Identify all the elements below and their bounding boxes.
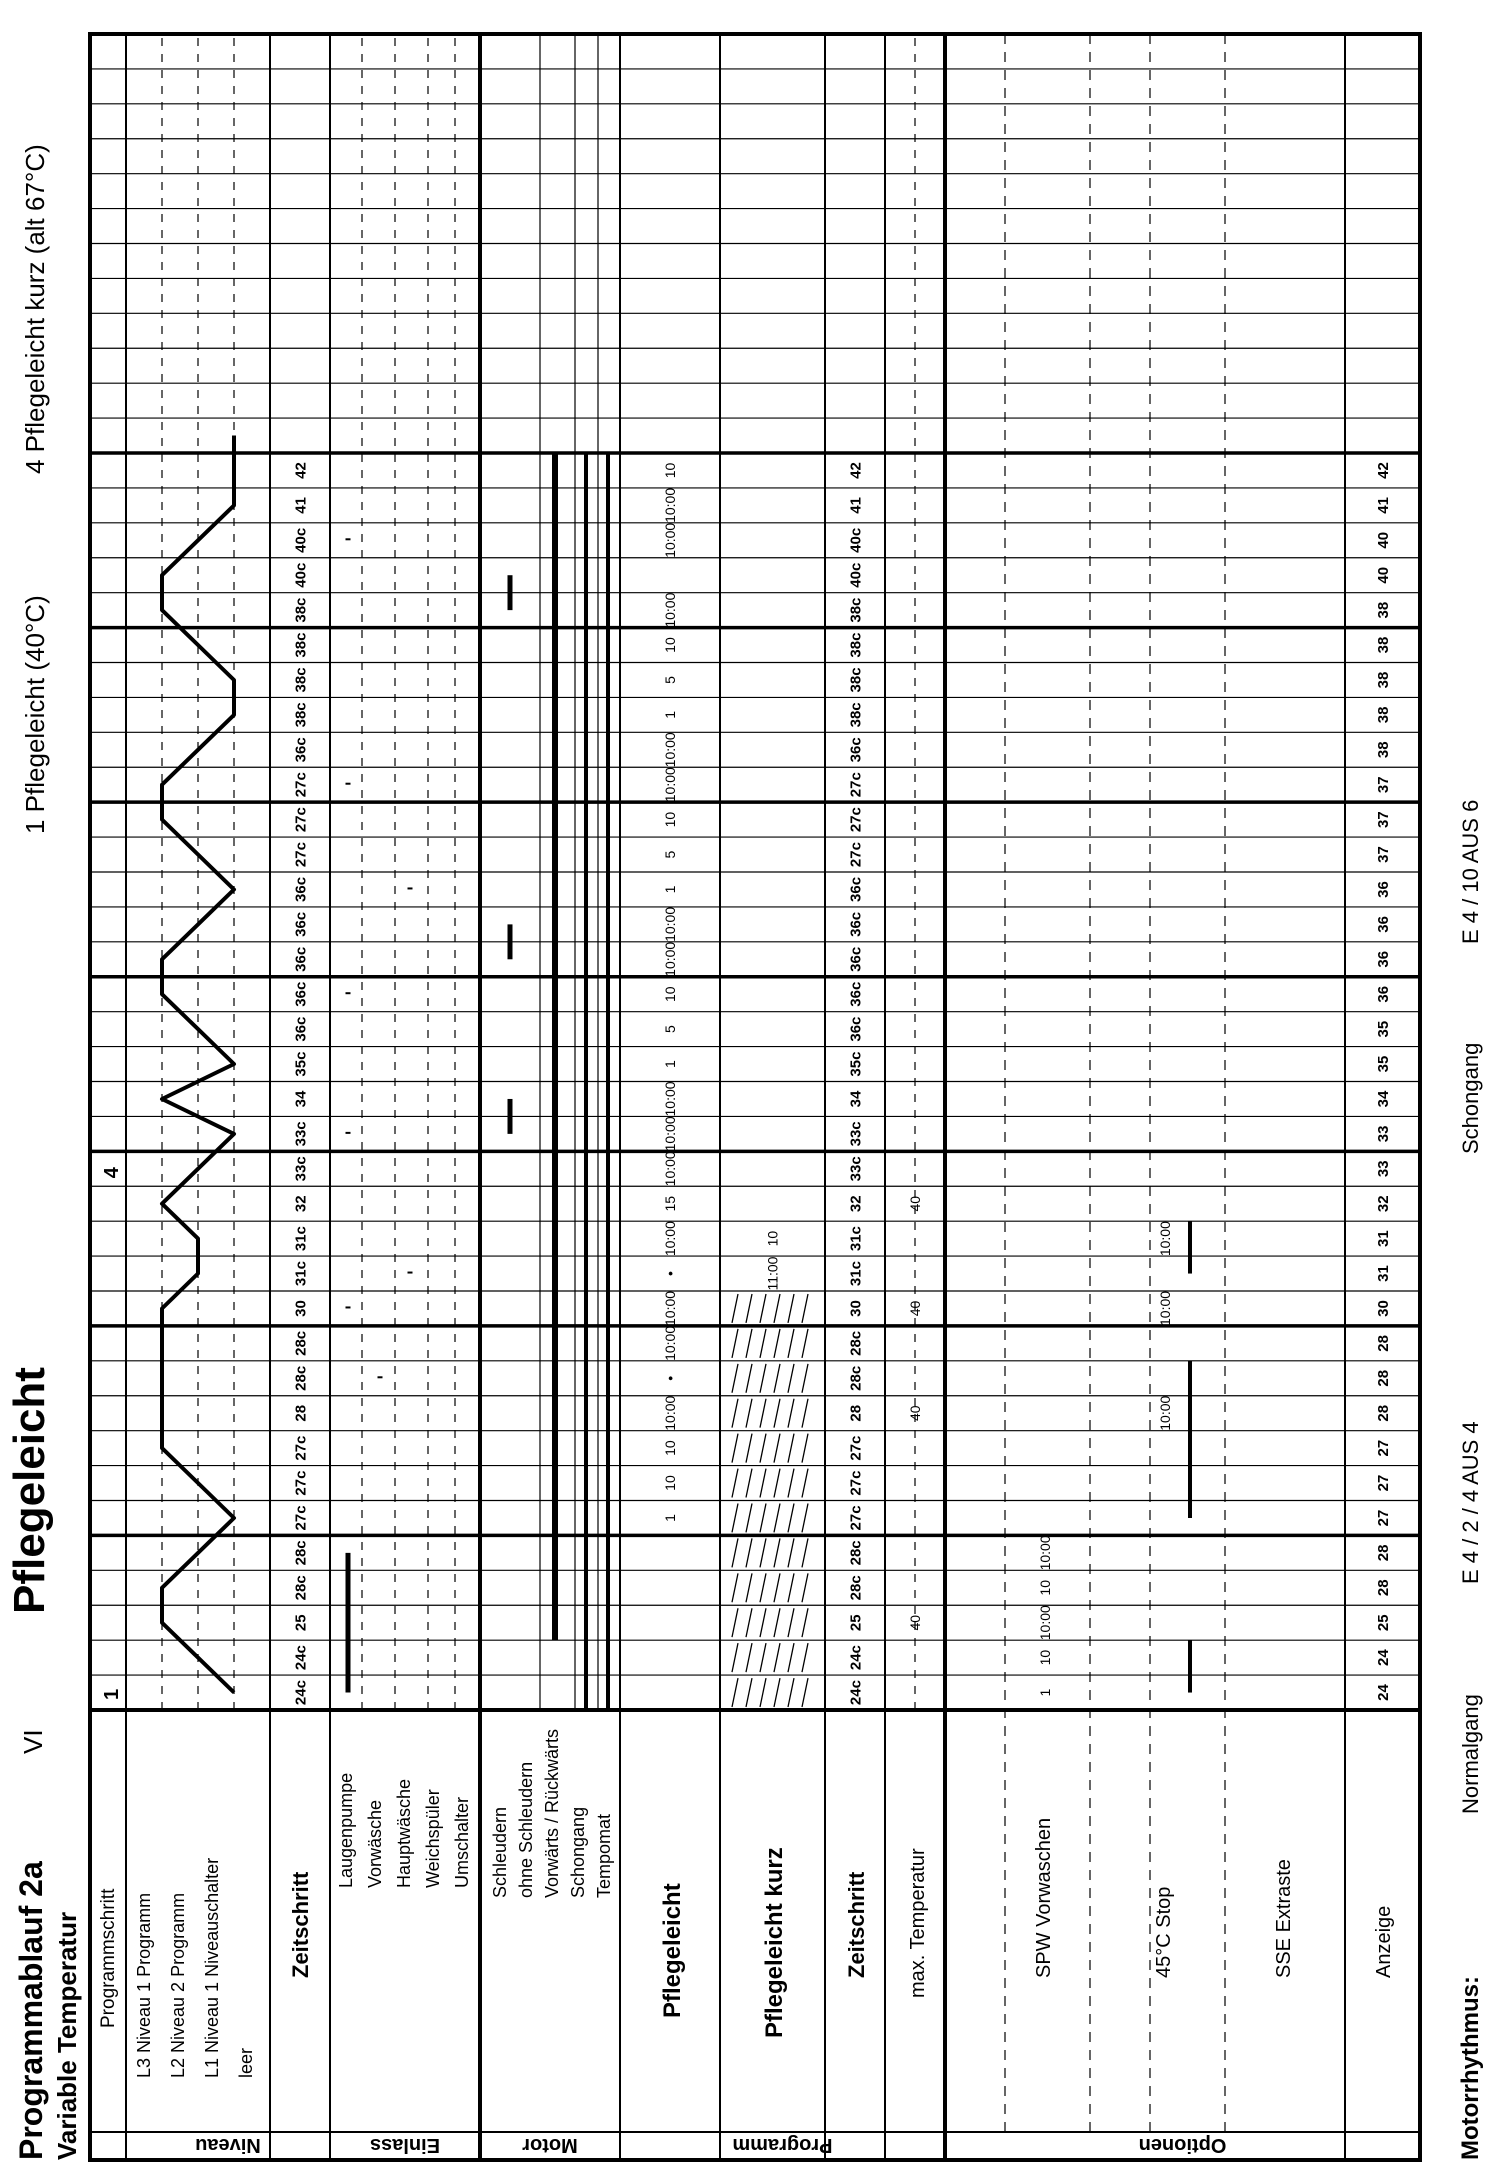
pflegeleicht-cell: 1 <box>661 1514 678 1522</box>
kurz-hatch <box>774 1329 780 1358</box>
label-niveau-line: L1 Niveau 1 Niveauschalter <box>202 1857 222 2078</box>
label-spw: SPW Vorwaschen <box>1033 1817 1055 1978</box>
sequence-grid <box>90 34 1420 2160</box>
label-pflegeleicht-kurz: Pflegeleicht kurz <box>761 1847 788 2038</box>
label-sse: SSE Extraste <box>1273 1859 1295 1978</box>
zeitschritt-2-cell: 33c <box>847 1121 865 1147</box>
kurz-hatch <box>802 1504 808 1533</box>
zeitschritt-2-cell: 28c <box>847 1575 865 1601</box>
zeitschritt-2-cell: 27c <box>847 1505 865 1531</box>
pflegeleicht-cell: 1 <box>661 885 678 894</box>
label-niveau-line: L2 Niveau 2 Programm <box>168 1892 188 2078</box>
zeitschritt-2-cell: 36c <box>847 876 865 902</box>
pflegeleicht-cell: 10:00 <box>661 941 678 977</box>
kurz-hatch <box>732 1573 738 1602</box>
kurz-hatch <box>774 1538 780 1567</box>
pflegeleicht-cell: 10 <box>661 986 678 1002</box>
zeitschritt-2-cell: 36c <box>847 911 865 937</box>
pflegeleicht-cell: 10 <box>661 1440 678 1456</box>
zeitschritt-2-cell: 38c <box>847 702 865 728</box>
zeitschritt-2-cell: 41 <box>847 497 865 514</box>
anzeige-cell: 27 <box>1374 1439 1392 1457</box>
kurz-hatch <box>760 1643 766 1672</box>
anzeige-cell: 40 <box>1374 531 1392 549</box>
pflegeleicht-cell: • <box>661 1271 678 1276</box>
kurz-hatch <box>732 1434 738 1463</box>
kurz-hatch <box>746 1434 752 1463</box>
spw-annotation: 10:00 <box>1037 1605 1053 1641</box>
zeitschritt-cell: 36c <box>292 911 310 937</box>
zeitschritt-2-cell: 42 <box>847 462 865 479</box>
group-label-niveau: Niveau <box>195 2134 261 2156</box>
anzeige-cell: 28 <box>1374 1544 1392 1562</box>
zeitschritt-2-cell: 28c <box>847 1330 865 1356</box>
label-niveau-line: L3 Niveau 1 Programm <box>134 1892 154 2078</box>
zeitschritt-2-cell: 38c <box>847 597 865 623</box>
kurz-hatch <box>774 1573 780 1602</box>
zeitschritt-cell: 38c <box>292 597 310 623</box>
program-label: Programmablauf 2a <box>13 1861 49 2160</box>
zeitschritt-2-cell: 27c <box>847 1435 865 1461</box>
kurz-hatch <box>746 1294 752 1323</box>
anzeige-cell: 38 <box>1374 706 1392 724</box>
kurz-hatch <box>788 1364 794 1393</box>
stop-annotation: 10:00 <box>1157 1290 1173 1326</box>
label-pflegeleicht: Pflegeleicht <box>659 1883 686 2018</box>
label-niveau-line: leer <box>236 2047 256 2078</box>
kurz-hatch <box>788 1538 794 1567</box>
zeitschritt-cell: 33c <box>292 1156 310 1182</box>
pflegeleicht-cell: 10:00 <box>661 767 678 803</box>
anzeige-cell: 24 <box>1374 1684 1392 1701</box>
subtitle: Variable Temperatur <box>52 1911 82 2160</box>
kurz-hatch <box>746 1608 752 1637</box>
label-anzeige: Anzeige <box>1373 1905 1395 1978</box>
zeitschritt-2-cell: 36c <box>847 737 865 763</box>
group-label-einlass: Einlass <box>369 2134 441 2156</box>
kurz-hatch <box>774 1608 780 1637</box>
zeitschritt-2-cell: 33c <box>847 1156 865 1182</box>
kurz-hatch <box>760 1538 766 1567</box>
pflegeleicht-cell: 10:00 <box>661 732 678 768</box>
footer-normalgang-value: E 4 / 2 / 4 AUS 4 <box>1458 1421 1483 1584</box>
zeitschritt-2-cell: 27c <box>847 842 865 868</box>
label-motor-line: Schongang <box>568 1806 588 1898</box>
zeitschritt-cell: 28c <box>292 1575 310 1601</box>
zeitschritt-2-cell: 35c <box>847 1051 865 1077</box>
anzeige-cell: 36 <box>1374 916 1392 933</box>
zeitschritt-2-cell: 27c <box>847 1470 865 1496</box>
kurz-hatch <box>788 1399 794 1428</box>
zeitschritt-cell: 38c <box>292 632 310 658</box>
kurz-hatch <box>802 1643 808 1672</box>
spw-annotation: 1 <box>1037 1688 1053 1697</box>
kurz-hatch <box>788 1573 794 1602</box>
zeitschritt-cell: 27c <box>292 772 310 798</box>
step-marker-4: 4 <box>101 1167 123 1179</box>
stop-annotation: 10:00 <box>1157 1221 1173 1257</box>
zeitschritt-cell: 35c <box>292 1051 310 1077</box>
temperatur-cell: 40 <box>906 1195 923 1212</box>
zeitschritt-2-cell: 36c <box>847 981 865 1007</box>
anzeige-cell: 38 <box>1374 741 1392 759</box>
anzeige-cell: 25 <box>1374 1614 1392 1632</box>
zeitschritt-2-cell: 28 <box>847 1404 865 1422</box>
pflegeleicht-cell: 10 <box>661 462 678 479</box>
zeitschritt-cell: 38c <box>292 667 310 693</box>
kurz-hatch <box>760 1608 766 1637</box>
kurz-hatch <box>802 1364 808 1393</box>
zeitschritt-cell: 36c <box>292 981 310 1007</box>
anzeige-cell: 37 <box>1374 846 1392 863</box>
kurz-hatch <box>746 1504 752 1533</box>
label-motor-line: Schleudern <box>490 1806 510 1898</box>
zeitschritt-2-cell: 24c <box>847 1645 865 1671</box>
anzeige-cell: 28 <box>1374 1404 1392 1422</box>
kurz-hatch <box>746 1399 752 1428</box>
kurz-hatch <box>774 1504 780 1533</box>
kurz-hatch <box>746 1469 752 1498</box>
pflegeleicht-cell: 10:00 <box>661 1116 678 1152</box>
kurz-hatch <box>774 1678 780 1707</box>
kurz-hatch <box>774 1399 780 1428</box>
zeitschritt-cell: 25 <box>292 1614 310 1632</box>
anzeige-cell: 30 <box>1374 1300 1392 1317</box>
anzeige-cell: 32 <box>1374 1195 1392 1213</box>
zeitschritt-cell: 38c <box>292 702 310 728</box>
kurz-hatch <box>788 1678 794 1707</box>
step-marker-1: 1 <box>101 1688 123 1700</box>
zeitschritt-cell: 34 <box>292 1090 310 1108</box>
kurz-hatch <box>732 1399 738 1428</box>
zeitschritt-2-cell: 27c <box>847 772 865 798</box>
kurz-hatch <box>788 1434 794 1463</box>
zeitschritt-2-cell: 24c <box>847 1680 865 1706</box>
kurz-hatch <box>774 1364 780 1393</box>
stop-annotation: 10:00 <box>1157 1395 1173 1431</box>
page-title: Pflegeleicht <box>5 1367 54 1614</box>
pflegeleicht-cell: 10:00 <box>661 1395 678 1431</box>
pflegeleicht-cell: 10:00 <box>661 1290 678 1326</box>
zeitschritt-cell: 42 <box>292 462 310 479</box>
zeitschritt-cell: 28c <box>292 1540 310 1566</box>
pflegeleicht-cell: 5 <box>661 676 678 684</box>
label-motor-line: ohne Schleudern <box>516 1761 536 1898</box>
zeitschritt-cell: 40c <box>292 527 310 553</box>
zeitschritt-2-cell: 34 <box>847 1090 865 1108</box>
anzeige-cell: 28 <box>1374 1579 1392 1597</box>
anzeige-cell: 34 <box>1374 1090 1392 1108</box>
zeitschritt-cell: 24c <box>292 1645 310 1671</box>
pflegeleicht-cell: 10:00 <box>661 522 678 558</box>
kurz-hatch <box>802 1469 808 1498</box>
pflegeleicht-cell: 10:00 <box>661 1221 678 1257</box>
label-motor-line: Tempomat <box>594 1813 614 1898</box>
kurz-hatch <box>746 1538 752 1567</box>
anzeige-cell: 37 <box>1374 811 1392 828</box>
footer-schongang: Schongang <box>1458 1042 1483 1154</box>
zeitschritt-cell: 41 <box>292 497 310 514</box>
footer-schongang-value: E 4 / 10 AUS 6 <box>1458 799 1483 944</box>
kurz-hatch <box>760 1399 766 1428</box>
kurz-hatch <box>802 1294 808 1323</box>
zeitschritt-cell: 31c <box>292 1261 310 1287</box>
kurz-cell: 10 <box>764 1230 781 1247</box>
anzeige-cell: 35 <box>1374 1055 1392 1073</box>
zeitschritt-2-cell: 36c <box>847 1016 865 1042</box>
zeitschritt-2-cell: 36c <box>847 946 865 972</box>
kurz-hatch <box>760 1469 766 1498</box>
version-label: VI <box>18 1729 48 1754</box>
zeitschritt-cell: 40c <box>292 562 310 588</box>
anzeige-cell: 38 <box>1374 636 1392 654</box>
anzeige-cell: 40 <box>1374 566 1392 584</box>
footer-normalgang: Normalgang <box>1458 1694 1483 1814</box>
zeitschritt-cell: 27c <box>292 1435 310 1461</box>
zeitschritt-2-cell: 38c <box>847 632 865 658</box>
zeitschritt-2-cell: 38c <box>847 667 865 693</box>
label-einlass-line: Umschalter <box>452 1796 472 1888</box>
kurz-hatch <box>760 1573 766 1602</box>
anzeige-cell: 36 <box>1374 985 1392 1003</box>
label-zeitschritt: Zeitschritt <box>288 1871 313 1978</box>
zeitschritt-cell: 31c <box>292 1226 310 1252</box>
anzeige-cell: 38 <box>1374 671 1392 689</box>
zeitschritt-2-cell: 27c <box>847 807 865 833</box>
kurz-hatch <box>802 1329 808 1358</box>
anzeige-cell: 38 <box>1374 601 1392 619</box>
zeitschritt-cell: 24c <box>292 1680 310 1706</box>
kurz-hatch <box>732 1294 738 1323</box>
zeitschritt-cell: 36c <box>292 876 310 902</box>
pflegeleicht-cell: 10:00 <box>661 1325 678 1361</box>
anzeige-cell: 36 <box>1374 950 1392 968</box>
anzeige-cell: 42 <box>1374 462 1392 479</box>
kurz-hatch <box>802 1678 808 1707</box>
anzeige-cell: 27 <box>1374 1474 1392 1492</box>
zeitschritt-cell: 27c <box>292 1470 310 1496</box>
anzeige-cell: 28 <box>1374 1335 1392 1352</box>
group-label-programm: Programm <box>732 2134 833 2156</box>
zeitschritt-cell: 28c <box>292 1330 310 1356</box>
zeitschritt-cell: 36c <box>292 737 310 763</box>
kurz-hatch <box>746 1364 752 1393</box>
kurz-hatch <box>732 1504 738 1533</box>
anzeige-cell: 36 <box>1374 881 1392 898</box>
pflegeleicht-cell: 10:00 <box>661 1081 678 1117</box>
zeitschritt-cell: 27c <box>292 1505 310 1531</box>
kurz-hatch <box>802 1399 808 1428</box>
zeitschritt-cell: 33c <box>292 1121 310 1147</box>
kurz-hatch <box>788 1643 794 1672</box>
kurz-cell: 11:00 <box>764 1256 781 1291</box>
pflegeleicht-cell: 10:00 <box>661 592 678 628</box>
sheet-frame <box>90 34 1420 2160</box>
label-einlass-line: Laugenpumpe <box>336 1772 356 1888</box>
kurz-hatch <box>802 1434 808 1463</box>
kurz-hatch <box>802 1608 808 1637</box>
pflegeleicht-cell: 10 <box>661 1475 678 1491</box>
temperatur-cell: 40 <box>906 1614 923 1631</box>
row-labels <box>98 1729 1395 2156</box>
zeitschritt-2-cell: 25 <box>847 1614 865 1632</box>
pflegeleicht-cell: 5 <box>661 1025 678 1034</box>
kurz-hatch <box>732 1329 738 1358</box>
label-motor-line: Vorwärts / Rückwärts <box>542 1728 562 1898</box>
temperatur-cell: 40 <box>906 1300 923 1317</box>
anzeige-cell: 24 <box>1374 1649 1392 1666</box>
zeitschritt-cell: 27c <box>292 842 310 868</box>
zeitschritt-2-cell: 32 <box>847 1195 865 1213</box>
program-variant-4: 4 Pflegeleicht kurz (alt 67°C) <box>20 144 50 474</box>
temperatur-cell: 40 <box>906 1405 923 1421</box>
anzeige-cell: 33 <box>1374 1125 1392 1143</box>
kurz-hatch <box>760 1329 766 1358</box>
zeitschritt-cell: 28c <box>292 1365 310 1391</box>
label-einlass-line: Hauptwäsche <box>394 1778 414 1888</box>
zeitschritt-cell: 27c <box>292 807 310 833</box>
pflegeleicht-cell: 1 <box>661 1060 678 1068</box>
kurz-hatch <box>774 1434 780 1463</box>
kurz-hatch <box>802 1538 808 1567</box>
pflegeleicht-cell: 5 <box>661 850 678 859</box>
label-einlass-line: Weichspüler <box>423 1789 443 1888</box>
pflegeleicht-cell: 10:00 <box>661 487 678 523</box>
zeitschritt-2-cell: 40c <box>847 527 865 553</box>
kurz-hatch <box>788 1469 794 1498</box>
anzeige-cell: 37 <box>1374 776 1392 794</box>
zeitschritt-cell: 32 <box>292 1195 310 1213</box>
kurz-hatch <box>760 1364 766 1393</box>
kurz-hatch <box>774 1294 780 1323</box>
zeitschritt-2-cell: 30 <box>847 1300 865 1317</box>
program-variant-1: 1 Pflegeleicht (40°C) <box>20 595 50 834</box>
group-label-optionen: Optionen <box>1138 2134 1227 2156</box>
label-zeitschritt-2: Zeitschritt <box>844 1871 869 1978</box>
kurz-hatch <box>802 1573 808 1602</box>
zeitschritt-cell: 36c <box>292 1016 310 1042</box>
label-programmschritt: Programmschritt <box>98 1888 119 2028</box>
kurz-hatch <box>732 1608 738 1637</box>
zeitschritt-cell: 36c <box>292 946 310 972</box>
zeitschritt-2-cell: 28c <box>847 1365 865 1391</box>
kurz-hatch <box>788 1294 794 1323</box>
label-temperatur: max. Temperatur <box>907 1848 929 1998</box>
kurz-hatch <box>746 1643 752 1672</box>
anzeige-cell: 35 <box>1374 1020 1392 1038</box>
kurz-hatch <box>732 1678 738 1707</box>
kurz-hatch <box>788 1329 794 1358</box>
spw-annotation: 10 <box>1037 1580 1053 1596</box>
kurz-hatch <box>746 1573 752 1602</box>
pflegeleicht-cell: 10 <box>661 811 678 828</box>
kurz-hatch <box>760 1434 766 1463</box>
kurz-hatch <box>774 1643 780 1672</box>
kurz-hatch <box>774 1469 780 1498</box>
label-stop: 45°C Stop <box>1153 1886 1175 1978</box>
pflegeleicht-cell: • <box>661 1375 678 1381</box>
kurz-hatch <box>732 1643 738 1672</box>
zeitschritt-cell: 28 <box>292 1404 310 1422</box>
zeitschritt-2-cell: 28c <box>847 1540 865 1566</box>
zeitschritt-cell: 30 <box>292 1300 310 1317</box>
kurz-hatch <box>732 1538 738 1567</box>
zeitschritt-2-cell: 31c <box>847 1226 865 1252</box>
kurz-hatch <box>760 1294 766 1323</box>
anzeige-cell: 31 <box>1374 1230 1392 1247</box>
anzeige-cell: 33 <box>1374 1160 1392 1178</box>
group-label-motor: Motor <box>522 2134 578 2156</box>
kurz-hatch <box>788 1608 794 1637</box>
pflegeleicht-cell: 10:00 <box>661 906 678 942</box>
anzeige-cell: 28 <box>1374 1369 1392 1387</box>
kurz-hatch <box>788 1504 794 1533</box>
kurz-hatch <box>732 1469 738 1498</box>
anzeige-cell: 27 <box>1374 1509 1392 1527</box>
anzeige-cell: 41 <box>1374 497 1392 514</box>
footer-label: Motorrhythmus: <box>1457 1976 1484 2160</box>
pflegeleicht-cell: 1 <box>661 710 678 719</box>
kurz-hatch <box>746 1329 752 1358</box>
kurz-hatch <box>746 1678 752 1707</box>
kurz-hatch <box>760 1678 766 1707</box>
zeitschritt-2-cell: 31c <box>847 1261 865 1287</box>
pflegeleicht-cell: 15 <box>661 1195 678 1212</box>
pflegeleicht-cell: 10 <box>661 637 678 653</box>
pflegeleicht-cell: 10:00 <box>661 1151 678 1187</box>
kurz-hatch <box>760 1504 766 1533</box>
spw-annotation: 10:00 <box>1037 1535 1053 1571</box>
label-einlass-line: Vorwäsche <box>365 1799 385 1888</box>
zeitschritt-2-cell: 40c <box>847 562 865 588</box>
anzeige-cell: 31 <box>1374 1265 1392 1282</box>
kurz-hatch <box>732 1364 738 1393</box>
spw-annotation: 10 <box>1037 1649 1053 1666</box>
